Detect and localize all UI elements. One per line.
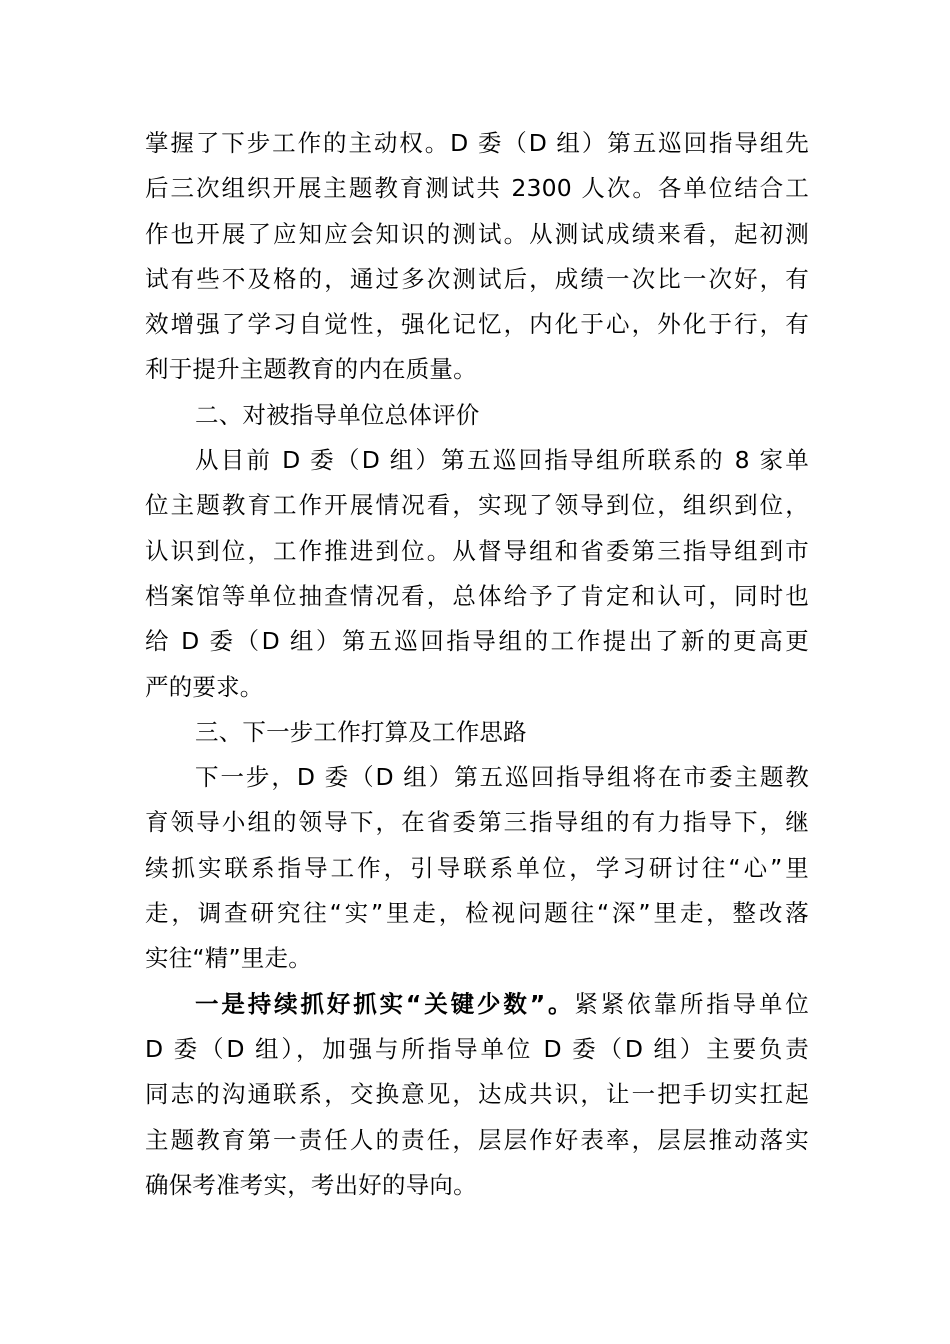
bold-lead-phrase: 一是持续抓好抓实“关键少数”。 [195,989,575,1018]
body-text-line: 档案馆等单位抽查情况看，总体给予了肯定和认可，同时也 [145,581,809,610]
body-text-line: 确保考准考实，考出好的导向。 [145,1170,477,1199]
body-text-line: 位主题教育工作开展情况看，实现了领导到位，组织到位， [145,491,809,520]
body-text-line: 走，调查研究往“实”里走，检视问题往“深”里走，整改落 [145,899,809,928]
body-text-line: 利于提升主题教育的内在质量。 [145,355,477,384]
body-text-line: 同志的沟通联系，交换意见，达成共识，让一把手切实扛起 [145,1080,809,1109]
body-text-line: 主题教育第一责任人的责任，层层作好表率，层层推动落实 [145,1125,809,1154]
body-text-line: 严的要求。 [145,672,264,701]
body-text-line: D 委（D 组），加强与所指导单位 D 委（D 组）主要负责 [145,1034,809,1063]
section-heading: 二、对被指导单位总体评价 [195,400,480,429]
document-body [145,121,809,1208]
body-text-line: 育领导小组的领导下，在省委第三指导组的有力指导下，继 [145,808,809,837]
body-text-line: 续抓实联系指导工作，引导联系单位，学习研讨往“心”里 [145,853,809,882]
body-text-line: 实往“精”里走。 [145,944,312,973]
body-text-line: 从目前 D 委（D 组）第五巡回指导组所联系的 8 家单 [195,446,809,475]
lead-rest-text: 紧紧依靠所指导单位 [574,989,809,1018]
body-text-line: 试有些不及格的，通过多次测试后，成绩一次比一次好，有 [145,264,809,293]
body-text-line: 作也开展了应知应会知识的测试。从测试成绩来看，起初测 [145,219,809,248]
body-text-line: 下一步，D 委（D 组）第五巡回指导组将在市委主题教 [195,763,809,792]
body-text-line: 后三次组织开展主题教育测试共 2300 人次。各单位结合工 [145,174,809,203]
body-text-line: 认识到位，工作推进到位。从督导组和省委第三指导组到市 [145,536,809,565]
body-text-line [145,982,809,1027]
body-text-line: 效增强了学习自觉性，强化记忆，内化于心，外化于行，有 [145,310,809,339]
body-text-line: 给 D 委（D 组）第五巡回指导组的工作提出了新的更高更 [145,627,809,656]
section-heading: 三、下一步工作打算及工作思路 [195,717,527,746]
body-text-line: 掌握了下步工作的主动权。D 委（D 组）第五巡回指导组先 [145,129,809,157]
